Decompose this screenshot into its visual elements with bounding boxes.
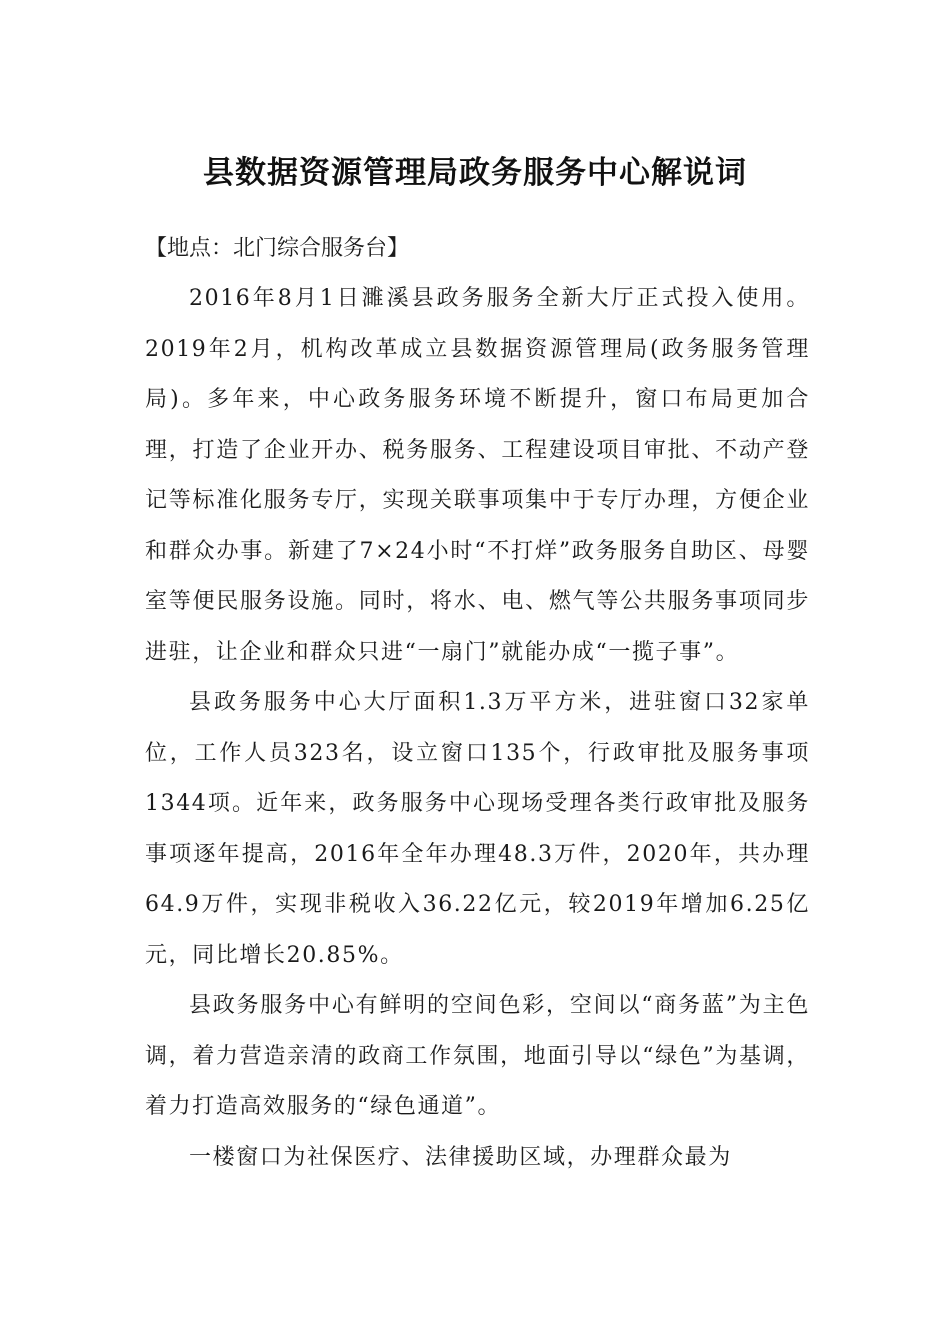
paragraph-first-floor: 一楼窗口为社保医疗、法律援助区域，办理群众最为 <box>189 1144 732 1170</box>
paragraph-statistics: 县政务服务中心大厅面积1.3万平方米，进驻窗口32家单位，工作人员323名，设立窗口135个，行政审批及服务事项1344项。近年来，政务服务中心现场受理各类行政审批及服务事项逐年提高，2016年全年办理48.3万件，2020年，共办理64.9万件，实现非税收入36.22亿元，较2019年增加6.25亿元，同比增长20.85%。 <box>145 690 810 968</box>
paragraph-opening: 2016年8月1日濉溪县政务服务全新大厅正式投入使用。2019年2月，机构改革成立县数据资源管理局(政务服务管理局)。多年来，中心政务服务环境不断提升，窗口布局更加合理，打造了企业开办、税务服务、工程建设项目审批、不动产登记等标准化服务专厅，实现关联事项集中于专厅办理，方便企业和群众办事。新建了7×24小时“不打烊”政务服务自助区、母婴室等便民服务设施。同时，将水、电、燃气等公共服务事项同步进驻，让企业和群众只进“一扇门”就能办成“一揽子事”。 <box>145 286 810 665</box>
document-title: 县数据资源管理局政务服务中心解说词 <box>203 154 747 191</box>
location-line: 【地点：北门综合服务台】 <box>145 236 410 261</box>
paragraph-color-scheme: 县政务服务中心有鲜明的空间色彩，空间以“商务蓝”为主色调，着力营造亲清的政商工作氛围，地面引导以“绿色”为基调，着力打造高效服务的“绿色通道”。 <box>145 993 810 1119</box>
document-body <box>145 224 810 1183</box>
